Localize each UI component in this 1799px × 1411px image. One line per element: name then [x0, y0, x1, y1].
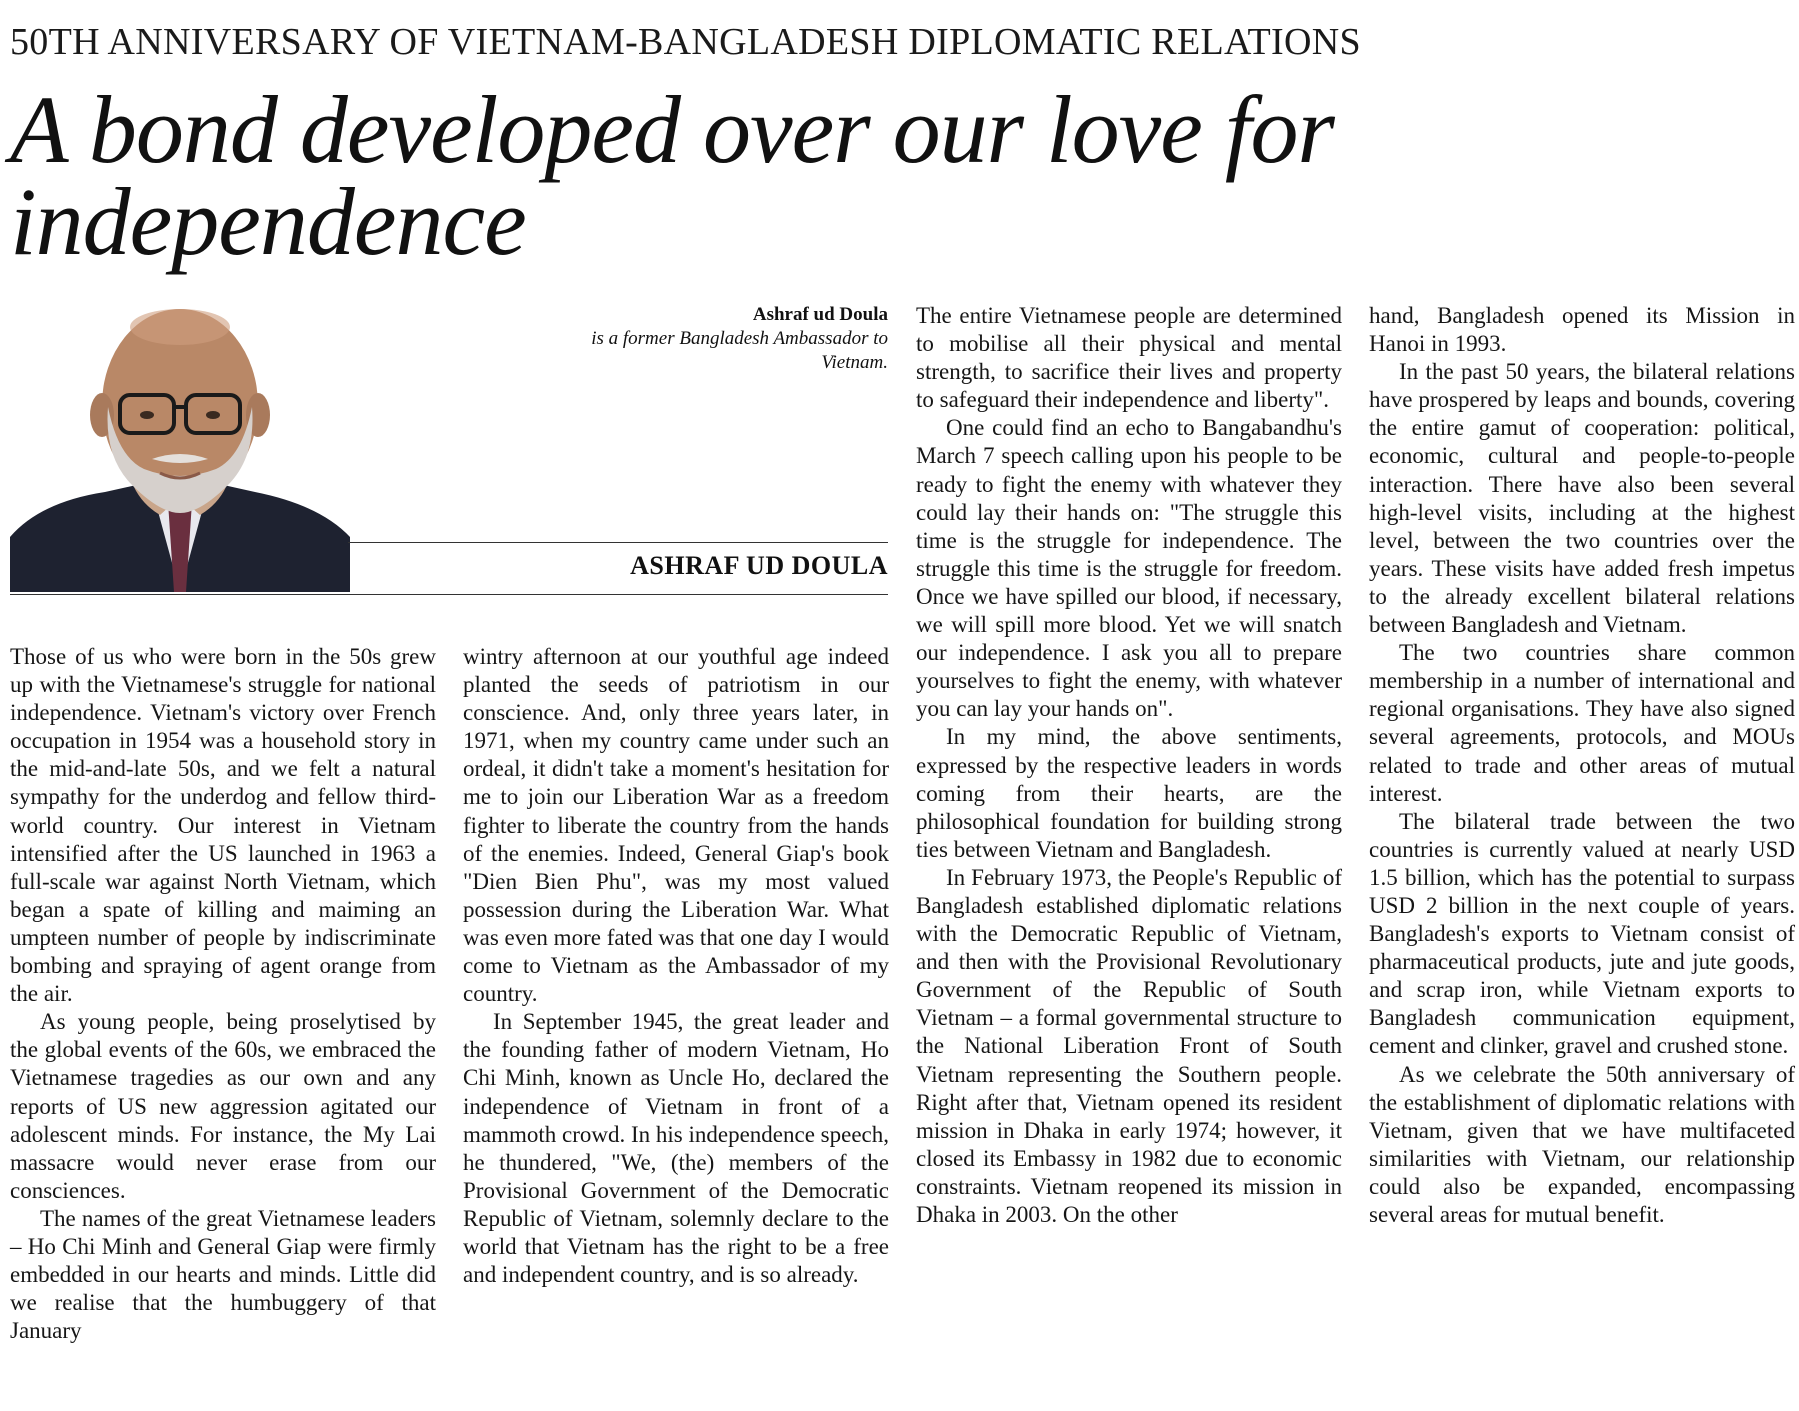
author-bio	[560, 303, 888, 375]
divider-rule	[10, 594, 888, 595]
article-paragraph: wintry afternoon at our youthful age indeed planted the seeds of patriotism in our conscience. And, only three years later, in 1971, when my country came under such an ordeal, it didn't take a moment's hesitation for me to join our Liberation War as a freedom fighter to liberate the country from the hands of the enemies. Indeed, General Giap's book "Dien Bien Phu", was my most valued possession during the Liberation War. What was even more fated was that one day I would come to Vietnam as the Ambassador of my country.	[463, 644, 889, 1007]
article-paragraph: Those of us who were born in the 50s grew up with the Vietnamese's struggle for national independence. Vietnam's victory over French occupation in 1954 was a household story in the mid-and-late 50s, and we felt a natural sympathy for the underdog and fellow third-world country. Our interest in Vietnam intensified after the US launched in 1963 a full-scale war against North Vietnam, which began a spate of killing and maiming an umpteen number of people by indiscriminate bombing and spraying of agent orange from the air.	[10, 644, 436, 1007]
divider-rule	[348, 542, 888, 543]
article-paragraph: In September 1945, the great leader and the founding father of modern Vietnam, Ho Chi Minh, known as Uncle Ho, declared the independence of Vietnam in front of a mammoth crowd. In his independence speech, he thundered, "We, (the) members of the Provisional Government of the Democratic Republic of Vietnam, solemnly declare to the world that Vietnam has the right to be a free and independent country, and is so already.	[463, 1009, 890, 1288]
author-byline-caps: ASHRAF UD DOULA	[630, 551, 888, 580]
article-paragraph: The two countries share common membership in a number of international and regional organisations. They have also signed several agreements, protocols, and MOUs related to trade and other areas of mutual interest.	[1369, 640, 1795, 806]
article-paragraph: The bilateral trade between the two countries is currently valued at nearly USD 1.5 billion, which has the potential to surpass USD 2 billion in the next couple of years. Bangladesh's exports to Vietnam consist of pharmaceutical products, jute and jute goods, and scrap iron, while Vietnam exports to Bangladesh communication equipment, cement and clinker, gravel and crushed stone.	[1369, 808, 1795, 1059]
author-portrait-illustration	[10, 287, 350, 592]
article-paragraph: One could find an echo to Bangabandhu's March 7 speech calling upon his people to be ready to fight the enemy with whatever they could lay their hands on: "The struggle this time is the struggle for independence. The struggle this time is the struggle for freedom. Once we have spilled our blood, if necessary, we will spill more blood. Yet we will snatch our independence. I ask you all to prepare yourselves to fight the enemy, with whatever you can lay your hands on".	[916, 415, 1342, 722]
article-column-3	[916, 302, 1342, 1229]
article-paragraph: In February 1973, the People's Republic of Bangladesh established diplomatic relations with the Democratic Republic of Vietnam, and then with the Provisional Revolutionary Government of the Republic of South Vietnam – a formal governmental structure to the National Liberation Front of South Vietnam representing the Southern people. Right after that, Vietnam opened its resident mission in Dhaka in early 1974; however, it closed its Embassy in 1982 due to economic constraints. Vietnam reopened its mission in Dhaka in 2003. On the other	[916, 864, 1342, 1227]
author-portrait-photo	[10, 287, 350, 592]
article-column-4	[1369, 302, 1795, 1229]
article-paragraph: The entire Vietnamese people are determined to mobilise all their physical and mental strength, to sacrifice their lives and property to safeguard their independence and liberty".	[916, 303, 1342, 413]
article-paragraph: The names of the great Vietnamese leaders – Ho Chi Minh and General Giap were firmly embedded in our hearts and minds. Little did we realise that the humbuggery of that January	[10, 1205, 436, 1344]
article-headline: A bond developed over our love for independence	[10, 76, 1334, 275]
article-kicker: 50TH ANNIVERSARY OF VIETNAM-BANGLADESH DIPLOMATIC RELATIONS	[10, 21, 1361, 63]
article-paragraph: As we celebrate the 50th anniversary of the establishment of diplomatic relations with Vietnam, given that we have multifaceted similarities with Vietnam, our relationship could also be expanded, encompassing several areas for mutual benefit.	[1369, 1061, 1795, 1227]
article-paragraph: hand, Bangladesh opened its Mission in Hanoi in 1993.	[1369, 303, 1795, 357]
author-name: Ashraf ud Doula	[752, 304, 888, 325]
author-description: is a former Bangladesh Ambassador to Vietnam.	[591, 328, 888, 373]
article-column-2	[463, 643, 889, 1289]
article-column-1	[10, 643, 436, 1345]
article-paragraph: In my mind, the above sentiments, expressed by the respective leaders in words coming from their hearts, are the philosophical foundation for building strong ties between Vietnam and Bangladesh.	[916, 724, 1342, 862]
article-paragraph: As young people, being proselytised by the global events of the 60s, we embraced the Vietnamese tragedies as our own and any reports of US new aggression agitated our adolescent minds. For instance, the My Lai massacre would never erase from our consciences.	[10, 1009, 436, 1203]
article-paragraph: In the past 50 years, the bilateral relations have prospered by leaps and bounds, covering the entire gamut of cooperation: political, economic, cultural and people-to-people interaction. There have also been several high-level visits, including at the highest level, between the two countries over the years. These visits have added fresh impetus to the already excellent bilateral relations between Bangladesh and Vietnam.	[1369, 359, 1795, 638]
